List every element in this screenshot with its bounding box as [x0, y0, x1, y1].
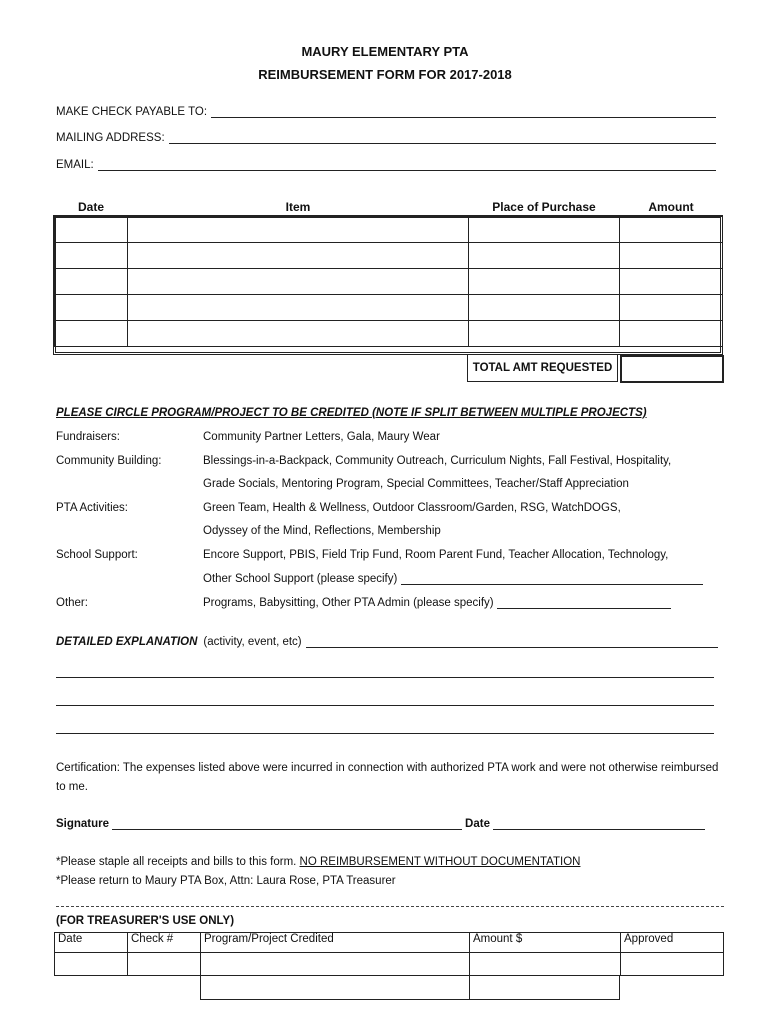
- header-item: Item: [285, 200, 311, 214]
- treasurer-header-check: Check #: [128, 933, 201, 953]
- purchase-table: [54, 216, 723, 347]
- treasurer-date-cell[interactable]: [55, 953, 128, 976]
- treasurer-header-date: Date: [55, 933, 128, 953]
- programs-heading: PLEASE CIRCLE PROGRAM/PROJECT TO BE CREDITED (NOTE IF SPLIT BETWEEN MULTIPLE PROJECTS): [56, 407, 647, 419]
- amount-cell[interactable]: [620, 269, 723, 295]
- date-cell[interactable]: [55, 243, 128, 269]
- place-cell[interactable]: [469, 321, 620, 347]
- treasurer-program-cell[interactable]: [201, 953, 470, 976]
- address-line[interactable]: [169, 132, 716, 144]
- address-field[interactable]: [56, 132, 716, 144]
- programs-fundraisers[interactable]: Community Partner Letters, Gala, Maury Wear: [203, 431, 440, 443]
- table-row: [55, 217, 723, 243]
- other-school-support-line[interactable]: [401, 573, 703, 585]
- table-row: [55, 321, 723, 347]
- email-field[interactable]: [56, 159, 716, 171]
- date-cell[interactable]: [55, 295, 128, 321]
- staple-note-text: *Please staple all receipts and bills to this form.: [56, 856, 300, 868]
- treasurer-extra-divider: [469, 975, 470, 1000]
- email-label: EMAIL:: [56, 159, 94, 171]
- explanation-line[interactable]: [56, 677, 714, 678]
- item-cell[interactable]: [128, 217, 469, 243]
- staple-note-emphasis: NO REIMBURSEMENT WITHOUT DOCUMENTATION: [299, 856, 581, 868]
- explanation-line[interactable]: [306, 636, 718, 648]
- date-cell[interactable]: [55, 321, 128, 347]
- total-amount-box[interactable]: [620, 355, 724, 383]
- item-cell[interactable]: [128, 243, 469, 269]
- date-line[interactable]: [493, 818, 705, 830]
- item-cell[interactable]: [128, 321, 469, 347]
- category-school-support: School Support:: [56, 549, 138, 561]
- explanation-label: DETAILED EXPLANATION: [56, 636, 198, 648]
- return-note: *Please return to Maury PTA Box, Attn: Laura Rose, PTA Treasurer: [56, 875, 396, 887]
- programs-pta-activities-1[interactable]: Green Team, Health & Wellness, Outdoor Classroom/Garden, RSG, WatchDOGS,: [203, 502, 621, 514]
- signature-line[interactable]: [112, 818, 462, 830]
- signature-row: [56, 818, 716, 830]
- header-place: Place of Purchase: [492, 200, 596, 214]
- payable-line[interactable]: [211, 106, 716, 118]
- place-cell[interactable]: [469, 295, 620, 321]
- explanation-field[interactable]: [56, 636, 718, 648]
- header-date: Date: [77, 200, 104, 214]
- treasurer-heading: (FOR TREASURER'S USE ONLY): [56, 915, 235, 927]
- header-amount: Amount: [648, 200, 694, 214]
- programs-community-building-2[interactable]: Grade Socials, Mentoring Program, Special Committees, Teacher/Staff Appreciation: [203, 478, 629, 490]
- treasurer-approved-cell[interactable]: [621, 953, 724, 976]
- treasurer-header-approved: Approved: [621, 933, 724, 953]
- programs-other[interactable]: [203, 597, 671, 609]
- treasurer-header-program: Program/Project Credited: [201, 933, 470, 953]
- staple-note: [56, 856, 580, 868]
- programs-school-support-2[interactable]: [203, 573, 703, 585]
- form-title: MAURY ELEMENTARY PTA: [301, 44, 469, 59]
- table-row: [55, 953, 724, 976]
- address-label: MAILING ADDRESS:: [56, 132, 165, 144]
- amount-cell[interactable]: [620, 321, 723, 347]
- place-cell[interactable]: [469, 217, 620, 243]
- place-cell[interactable]: [469, 243, 620, 269]
- other-school-support-label: Other School Support (please specify): [203, 573, 398, 585]
- other-programs-line[interactable]: [497, 597, 671, 609]
- payable-label: MAKE CHECK PAYABLE TO:: [56, 106, 208, 118]
- item-cell[interactable]: [128, 269, 469, 295]
- programs-community-building-1[interactable]: Blessings-in-a-Backpack, Community Outreach, Curriculum Nights, Fall Festival, Hospitality,: [203, 455, 672, 467]
- signature-label: Signature: [56, 818, 110, 830]
- table-row: [55, 933, 724, 953]
- programs-school-support-1[interactable]: Encore Support, PBIS, Field Trip Fund, Room Parent Fund, Teacher Allocation, Technology,: [203, 549, 669, 561]
- table-row: [55, 269, 723, 295]
- amount-cell[interactable]: [620, 217, 723, 243]
- amount-cell[interactable]: [620, 295, 723, 321]
- table-row: [55, 243, 723, 269]
- table-row: [55, 295, 723, 321]
- date-cell[interactable]: [55, 269, 128, 295]
- place-cell[interactable]: [469, 269, 620, 295]
- programs-pta-activities-2[interactable]: Odyssey of the Mind, Reflections, Membership: [203, 525, 441, 537]
- explanation-line[interactable]: [56, 733, 714, 734]
- item-cell[interactable]: [128, 295, 469, 321]
- explanation-line[interactable]: [56, 705, 714, 706]
- treasurer-header-amount: Amount $: [470, 933, 621, 953]
- category-fundraisers: Fundraisers:: [56, 431, 120, 443]
- date-label: Date: [465, 818, 490, 830]
- treasurer-extra-row[interactable]: [200, 975, 620, 1000]
- category-community-building: Community Building:: [56, 455, 162, 467]
- certification-text: Certification: The expenses listed above were incurred in connection with authorized PTA work and were not otherwise reimbursed to me.: [56, 762, 719, 793]
- category-other: Other:: [56, 597, 88, 609]
- form-subtitle: REIMBURSEMENT FORM FOR 2017-2018: [258, 67, 512, 82]
- total-label: TOTAL AMT REQUESTED: [467, 355, 618, 382]
- treasurer-table: [54, 932, 724, 976]
- payable-field[interactable]: [56, 106, 716, 118]
- email-line[interactable]: [98, 159, 716, 171]
- cut-line-divider: [56, 906, 724, 907]
- treasurer-check-cell[interactable]: [128, 953, 201, 976]
- date-cell[interactable]: [55, 217, 128, 243]
- amount-cell[interactable]: [620, 243, 723, 269]
- explanation-hint: (activity, event, etc): [203, 636, 302, 648]
- category-pta-activities: PTA Activities:: [56, 502, 129, 514]
- other-programs-label: Programs, Babysitting, Other PTA Admin (please specify): [203, 597, 494, 609]
- treasurer-amount-cell[interactable]: [470, 953, 621, 976]
